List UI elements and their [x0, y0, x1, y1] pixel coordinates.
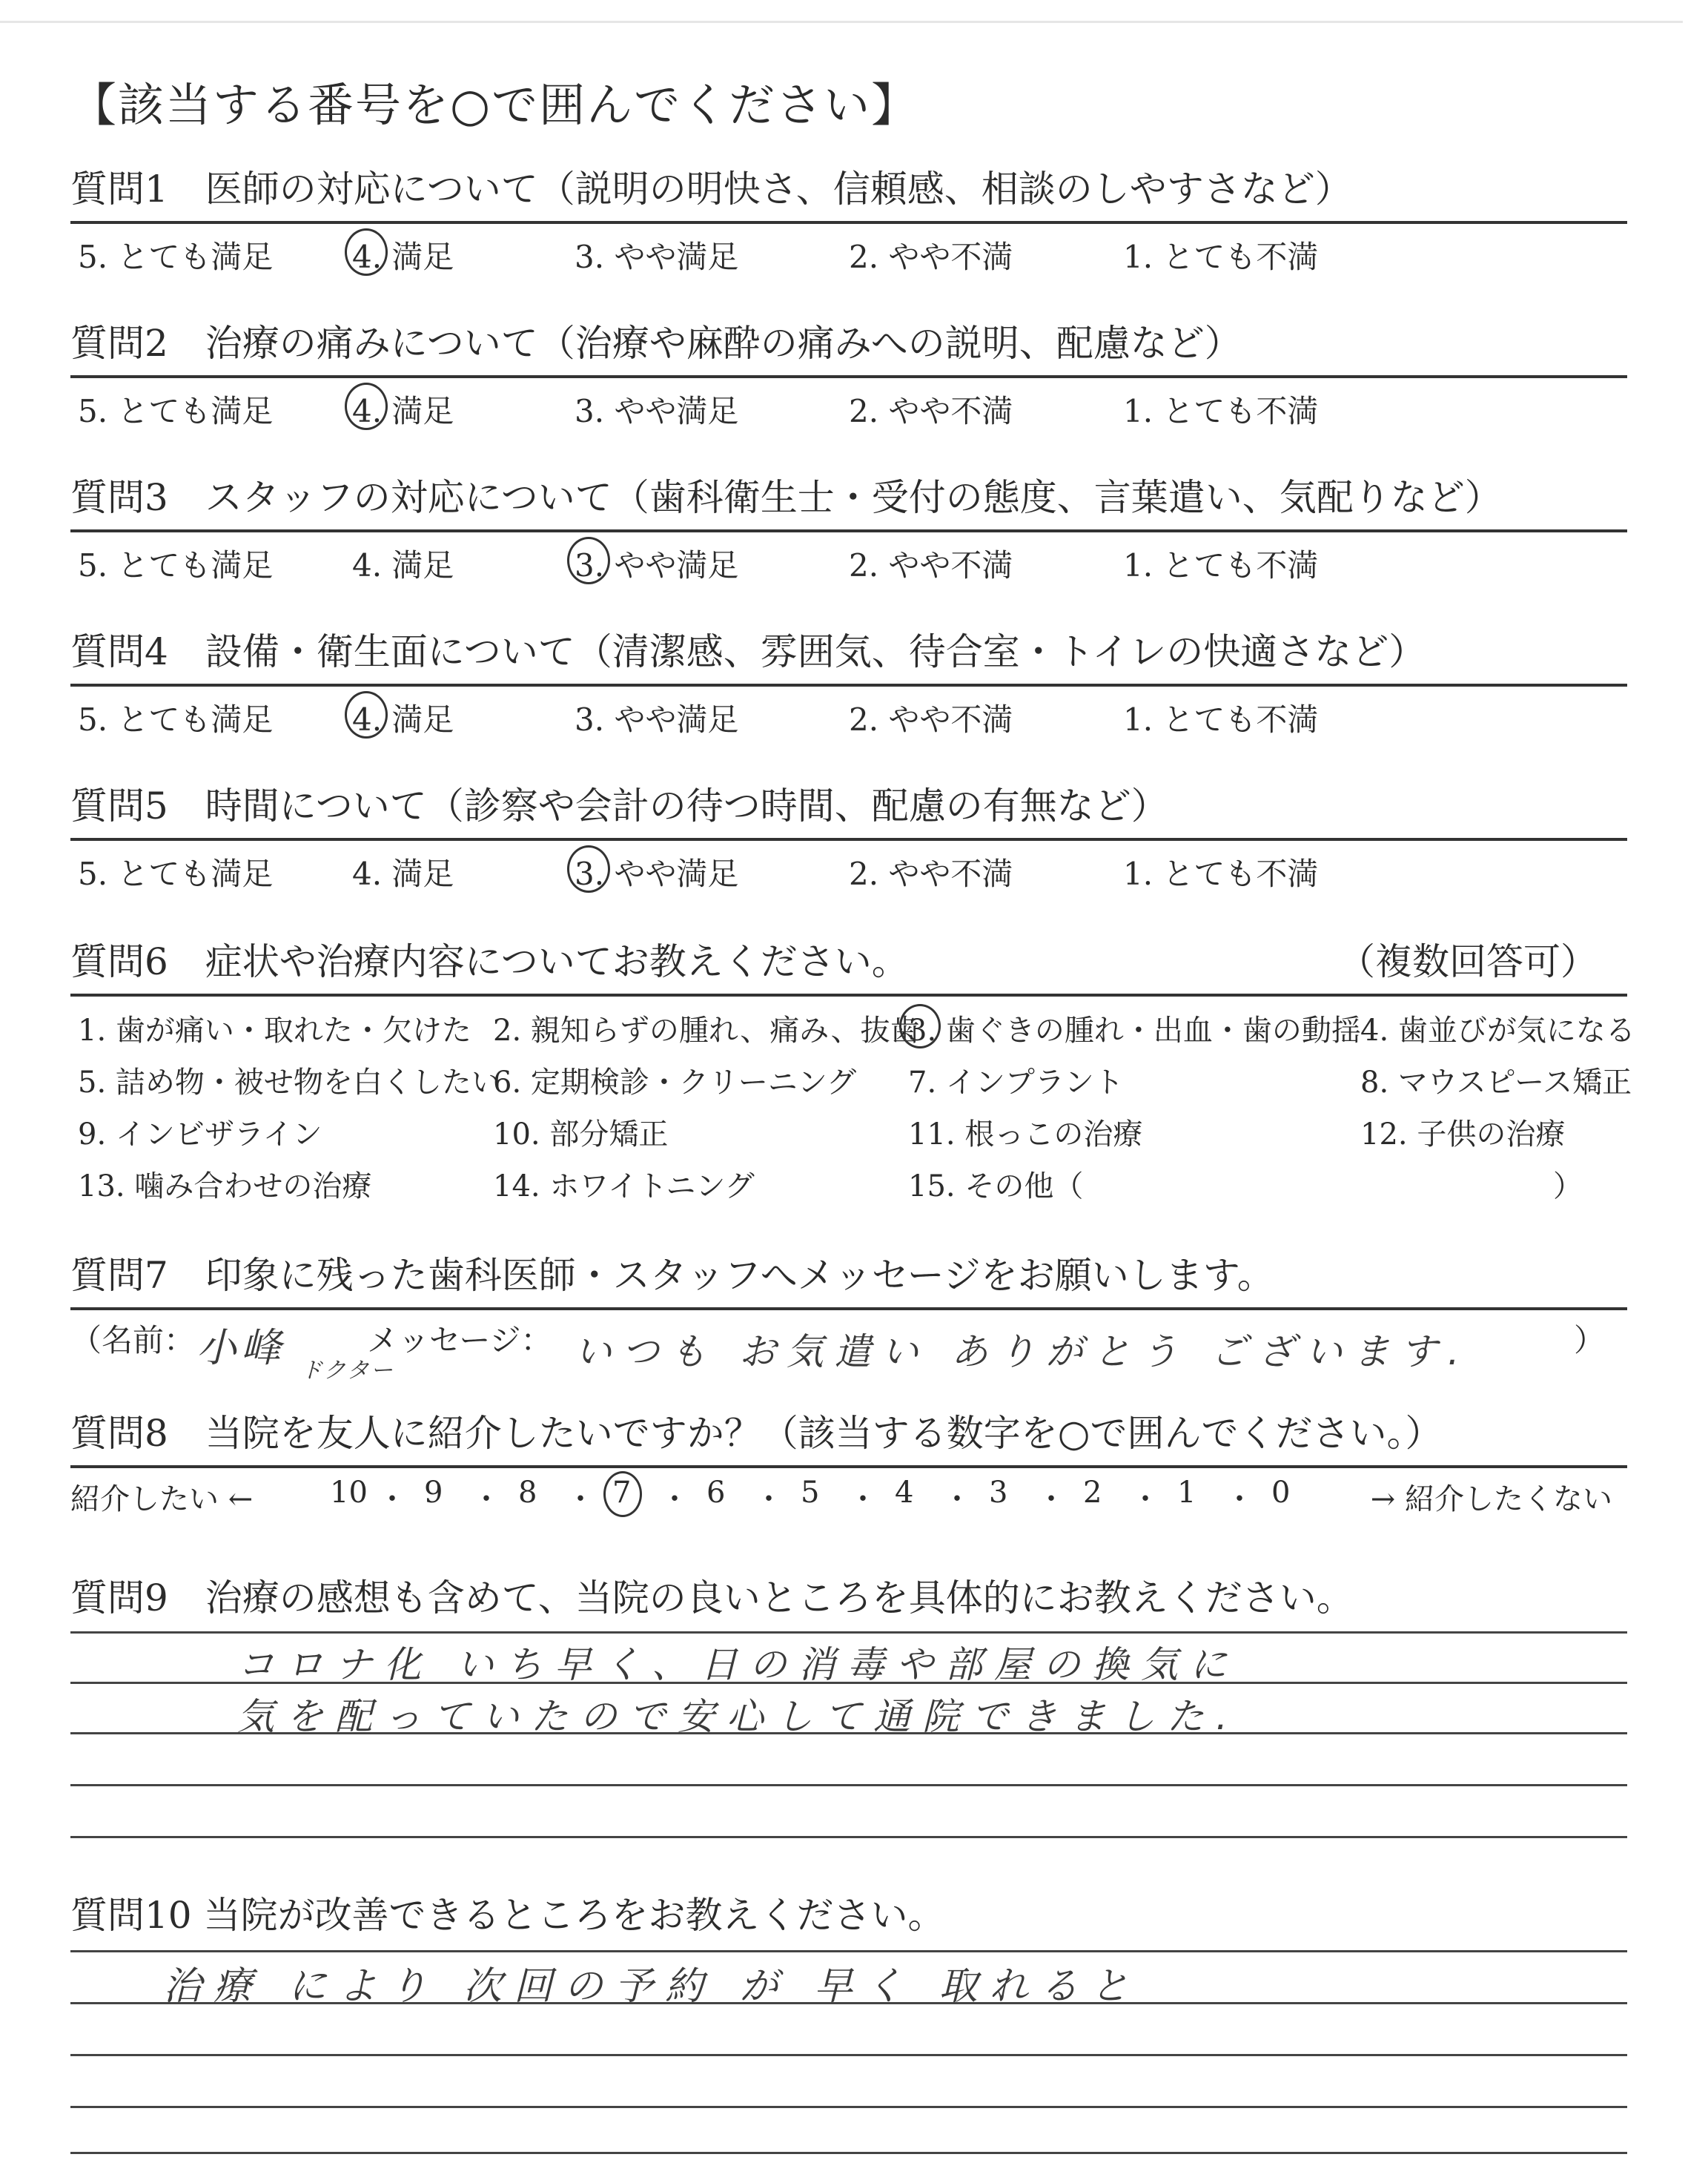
- q10-line-1: [70, 1950, 1627, 1952]
- question-3-options: [70, 532, 1627, 584]
- option[interactable]: [78, 850, 273, 894]
- option-label: 3. やや満足: [575, 547, 739, 584]
- question-4-options: [70, 687, 1627, 739]
- message-close: ）: [1573, 1322, 1605, 1358]
- option[interactable]: [849, 696, 1013, 740]
- option-label: 4. 満足: [352, 239, 454, 275]
- question-2: [70, 317, 1627, 430]
- option-label: 5. とても満足: [78, 393, 274, 429]
- q6-option[interactable]: 10. 部分矯正: [493, 1117, 669, 1152]
- q6-option[interactable]: 3. 歯ぐきの腫れ・出血・歯の動揺: [908, 1014, 1361, 1048]
- question-5-options: [70, 841, 1627, 893]
- question-5-title: 質問5 時間について（診察や会計の待つ時間、配慮の有無など）: [70, 785, 1168, 828]
- option[interactable]: [78, 233, 273, 277]
- option-label: 1. とても不満: [1123, 856, 1319, 892]
- scale-value[interactable]: 0: [1271, 1476, 1291, 1510]
- option[interactable]: [352, 541, 454, 586]
- option-label: 4. 満足: [352, 701, 454, 738]
- scale-value[interactable]: 5: [801, 1476, 820, 1510]
- scale-separator: ・: [848, 1482, 878, 1516]
- question-7-rule: [70, 1307, 1627, 1310]
- scale-value[interactable]: 10: [330, 1476, 368, 1510]
- option-label: 5. とても満足: [78, 701, 274, 738]
- question-9-title: 質問9 治療の感想も含めて、当院の良いところを具体的にお教えください。: [70, 1576, 1354, 1619]
- scale-value[interactable]: 7: [612, 1476, 632, 1510]
- q9-answer-1: コロナ化 いち早く、日の消毒や部屋の換気に: [237, 1643, 1239, 1686]
- selected-circle: [603, 1471, 642, 1517]
- question-1-title: 質問1 医師の対応について（説明の明快さ、信頼感、相談のしやすさなど）: [70, 168, 1352, 211]
- option[interactable]: [849, 233, 1013, 277]
- q6-option[interactable]: 9. インビザライン: [78, 1117, 322, 1152]
- scale-separator: ・: [660, 1482, 689, 1516]
- option-label: 2. やや不満: [849, 547, 1013, 584]
- q9-line-5: [70, 1836, 1627, 1838]
- question-3-title: 質問3 スタッフの対応について（歯科衛生士・受付の態度、言葉遣い、気配りなど）: [70, 476, 1502, 519]
- q9-line-4: [70, 1784, 1627, 1786]
- question-9: [70, 1572, 1627, 1624]
- option-label: 5. とても満足: [78, 547, 274, 584]
- option[interactable]: [352, 387, 454, 432]
- option-label: 1. とても不満: [1123, 701, 1319, 738]
- referral-scale: [70, 1468, 1627, 1520]
- q6-option[interactable]: 8. マウスピース矯正: [1360, 1066, 1632, 1100]
- question-7: [70, 1249, 1627, 1310]
- scale-value[interactable]: 9: [424, 1476, 443, 1510]
- question-6-note: （複数回答可）: [1338, 940, 1598, 983]
- selected-circle: [899, 1004, 941, 1048]
- scale-left-label: 紹介したい ←: [70, 1482, 254, 1516]
- question-5: [70, 780, 1627, 893]
- selected-circle: [567, 845, 610, 893]
- option[interactable]: [575, 541, 738, 586]
- option[interactable]: [575, 696, 738, 740]
- option-label: 1. とても不満: [1123, 547, 1319, 584]
- option[interactable]: [1123, 850, 1318, 894]
- option-label: 3. やや満足: [575, 856, 739, 892]
- option[interactable]: [849, 387, 1013, 432]
- scale-separator: ・: [566, 1482, 595, 1516]
- scale-separator: ・: [1036, 1482, 1066, 1516]
- scale-value[interactable]: 1: [1177, 1476, 1196, 1510]
- question-7-message-row: [70, 1316, 1627, 1384]
- scale-separator: ・: [471, 1482, 501, 1516]
- q6-option[interactable]: 15. その他（: [908, 1169, 1084, 1203]
- name-sub: ドクター: [300, 1358, 394, 1384]
- q6-option[interactable]: ）: [1553, 1169, 1583, 1203]
- scan-top-edge: [0, 21, 1683, 23]
- name-label: （名前：: [70, 1322, 196, 1358]
- question-1: [70, 163, 1627, 276]
- scale-separator: ・: [377, 1482, 407, 1516]
- message-label: メッセージ：: [367, 1322, 552, 1358]
- option-label: 5. とても満足: [78, 239, 274, 275]
- q10-answer-1: 治療 により 次回の予約 が 早く 取れると: [163, 1964, 1141, 2009]
- scale-value[interactable]: 3: [989, 1476, 1008, 1510]
- option[interactable]: [78, 541, 273, 586]
- question-8: [70, 1407, 1627, 1520]
- page-title: 【該当する番号を○で囲んでください】: [70, 78, 919, 132]
- q6-option[interactable]: 11. 根っこの治療: [908, 1117, 1143, 1152]
- scale-right-label: → 紹介したくない: [1370, 1482, 1612, 1516]
- selected-circle: [345, 691, 388, 739]
- option-label: 5. とても満足: [78, 856, 274, 892]
- q10-line-5: [70, 2152, 1627, 2154]
- option-label: 2. やや不満: [849, 239, 1013, 275]
- option[interactable]: [849, 850, 1013, 894]
- scale-value[interactable]: 8: [518, 1476, 537, 1510]
- question-10-title: 質問10 当院が改善できるところをお教えください。: [70, 1894, 945, 1937]
- scale-separator: ・: [942, 1482, 972, 1516]
- scale-separator: ・: [1131, 1482, 1160, 1516]
- option[interactable]: [78, 387, 273, 432]
- question-4: [70, 626, 1627, 739]
- option-label: 2. やや不満: [849, 701, 1013, 738]
- message-value: いつも お気遣い ありがとう ございます.: [575, 1330, 1470, 1373]
- scale-value[interactable]: 4: [895, 1476, 914, 1510]
- question-10: [70, 1889, 1627, 1941]
- question-1-options: [70, 224, 1627, 276]
- option-label: 3. やや満足: [575, 239, 739, 275]
- question-7-title: 質問7 印象に残った歯科医師・スタッフへメッセージをお願いします。: [70, 1254, 1274, 1297]
- question-6: [70, 936, 1635, 1219]
- scale-separator: ・: [754, 1482, 784, 1516]
- option[interactable]: [575, 233, 738, 277]
- question-6-title: 質問6 症状や治療内容についてお教えください。: [70, 940, 909, 983]
- option-label: 2. やや不満: [849, 856, 1013, 892]
- scale-separator: ・: [1225, 1482, 1254, 1516]
- q9-answer-2: 気を配っていたので安心して通院できました.: [237, 1695, 1239, 1738]
- option-label: 4. 満足: [352, 393, 454, 429]
- option[interactable]: [78, 696, 273, 740]
- q6-option[interactable]: 13. 噛み合わせの治療: [78, 1169, 372, 1203]
- q10-line-3: [70, 2054, 1627, 2056]
- option-label: 1. とても不満: [1123, 239, 1319, 275]
- option[interactable]: [352, 233, 454, 277]
- option-label: 3. やや満足: [575, 393, 739, 429]
- q6-option[interactable]: 4. 歯並びが気になる: [1360, 1014, 1635, 1048]
- q6-option[interactable]: 1. 歯が痛い・取れた・欠けた: [78, 1014, 471, 1048]
- option-label: 4. 満足: [352, 547, 454, 584]
- question-3: [70, 472, 1627, 584]
- option-label: 3. やや満足: [575, 701, 739, 738]
- option[interactable]: [1123, 541, 1318, 586]
- question-4-title: 質問4 設備・衛生面について（清潔感、雰囲気、待合室・トイレの快適さなど）: [70, 630, 1426, 673]
- name-value: 小峰: [196, 1324, 285, 1371]
- q6-option[interactable]: 12. 子供の治療: [1360, 1117, 1566, 1152]
- q10-line-4: [70, 2106, 1627, 2108]
- option-label: 4. 満足: [352, 856, 454, 892]
- scale-value[interactable]: 6: [706, 1476, 726, 1510]
- option-label: 1. とても不満: [1123, 393, 1319, 429]
- q6-option[interactable]: 6. 定期検診・クリーニング: [493, 1066, 857, 1100]
- option[interactable]: [1123, 696, 1318, 740]
- option[interactable]: [352, 696, 454, 740]
- question-2-options: [70, 378, 1627, 430]
- option[interactable]: [849, 541, 1013, 586]
- question-2-title: 質問2 治療の痛みについて（治療や麻酔の痛みへの説明、配慮など）: [70, 322, 1242, 365]
- scale-value[interactable]: 2: [1083, 1476, 1102, 1510]
- option[interactable]: [575, 387, 738, 432]
- option-label: 2. やや不満: [849, 393, 1013, 429]
- selected-circle: [345, 383, 388, 430]
- option[interactable]: [1123, 387, 1318, 432]
- q6-option[interactable]: 14. ホワイトニング: [493, 1169, 755, 1203]
- q6-option[interactable]: 7. インプラント: [908, 1066, 1124, 1100]
- option[interactable]: [352, 850, 454, 894]
- question-6-options: [70, 997, 1635, 1219]
- option[interactable]: [575, 850, 738, 894]
- q6-option[interactable]: 5. 詰め物・被せ物を白くしたい: [78, 1066, 501, 1100]
- selected-circle: [567, 537, 610, 584]
- option[interactable]: [1123, 233, 1318, 277]
- q6-option[interactable]: 2. 親知らずの腫れ、痛み、抜歯: [493, 1014, 920, 1048]
- q9-line-1: [70, 1631, 1627, 1634]
- question-8-title: 質問8 当院を友人に紹介したいですか？（該当する数字を○で囲んでください。）: [70, 1412, 1443, 1455]
- selected-circle: [345, 228, 388, 276]
